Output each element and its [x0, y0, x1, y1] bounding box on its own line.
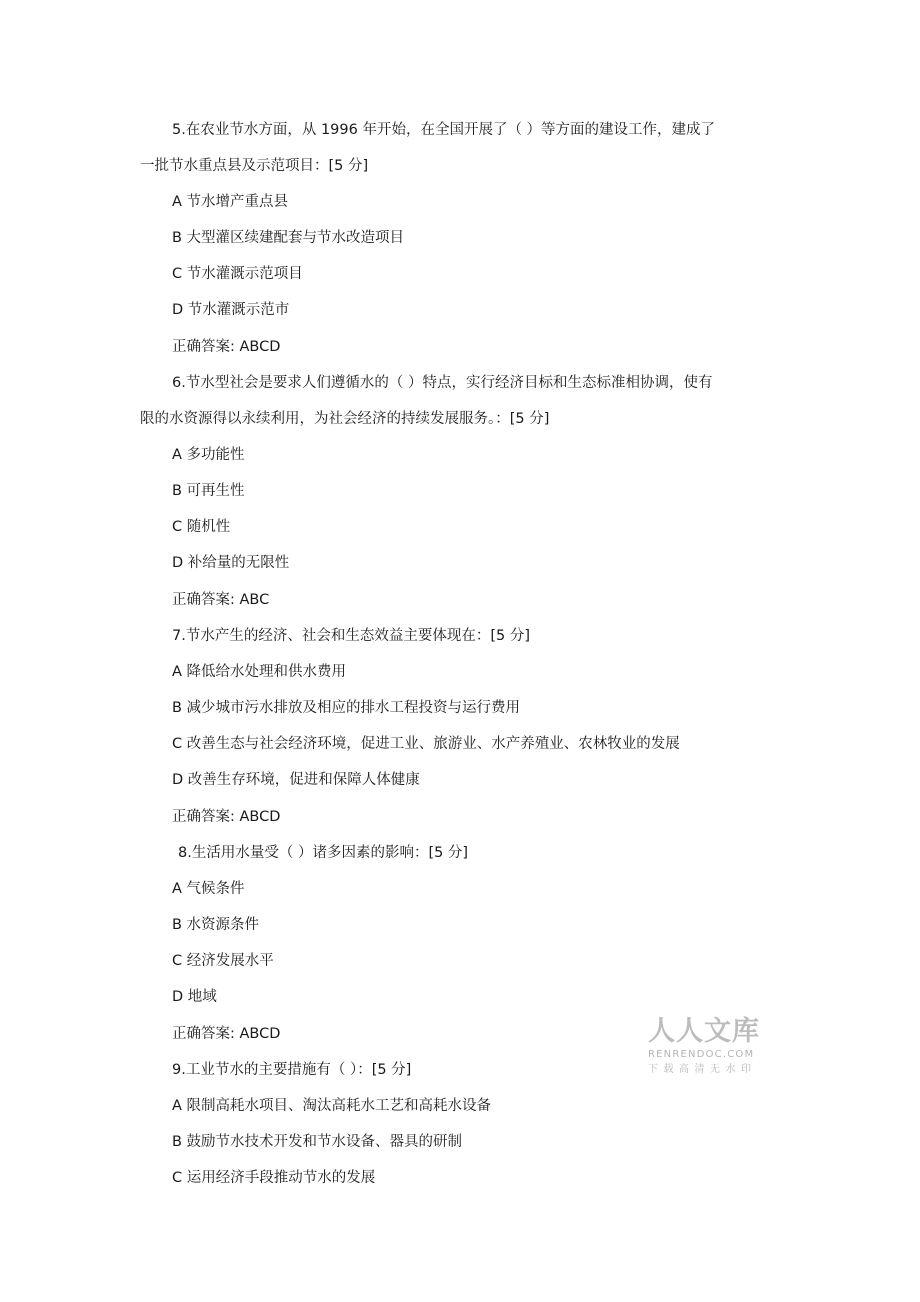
- question-8-stem: 8.生活用水量受（ ）诸多因素的影响：[5 分]: [178, 845, 469, 861]
- question-5-option-a: A 节水增产重点县: [172, 194, 289, 210]
- question-9-option-b: B 鼓励节水技术开发和节水设备、器具的研制: [172, 1134, 463, 1150]
- question-5-option-b: B 大型灌区续建配套与节水改造项目: [172, 230, 405, 246]
- question-5-stem-line-1: 5.在农业节水方面，从 1996 年开始，在全国开展了（ ）等方面的建设工作，建成了: [172, 122, 716, 138]
- watermark-url: RENRENDOC.COM: [648, 1049, 755, 1060]
- question-6-option-b: B 可再生性: [172, 483, 245, 499]
- question-9-option-c: C 运用经济手段推动节水的发展: [172, 1170, 376, 1186]
- question-6-option-d: D 补给量的无限性: [172, 555, 290, 571]
- question-7-option-d: D 改善生存环境，促进和保障人体健康: [172, 772, 420, 788]
- question-8-option-c: C 经济发展水平: [172, 953, 274, 969]
- watermark-logo: [644, 1015, 776, 1081]
- question-6-stem-line-2: 限的水资源得以永续利用，为社会经济的持续发展服务。：[5 分]: [140, 411, 550, 427]
- watermark-title: 人人文库: [648, 1016, 760, 1047]
- watermark-subtitle: 下载高清无水印: [648, 1064, 757, 1075]
- question-7-option-b: B 减少城市污水排放及相应的排水工程投资与运行费用: [172, 700, 521, 716]
- question-8-option-d: D 地域: [172, 989, 217, 1005]
- question-7-stem: 7.节水产生的经济、社会和生态效益主要体现在：[5 分]: [172, 628, 530, 644]
- question-9-option-a: A 限制高耗水项目、淘汰高耗水工艺和高耗水设备: [172, 1098, 492, 1114]
- question-6-option-a: A 多功能性: [172, 447, 245, 463]
- question-8-option-a: A 气候条件: [172, 881, 245, 897]
- question-5-answer: 正确答案: ABCD: [172, 339, 281, 355]
- question-7-answer: 正确答案: ABCD: [172, 809, 281, 825]
- question-5-stem-line-2: 一批节水重点县及示范项目：[5 分]: [140, 158, 369, 174]
- question-8-option-b: B 水资源条件: [172, 917, 260, 933]
- question-9-stem: 9.工业节水的主要措施有（ ）：[5 分]: [172, 1062, 412, 1078]
- question-5-option-d: D 节水灌溉示范市: [172, 302, 290, 318]
- question-7-option-c: C 改善生态与社会经济环境，促进工业、旅游业、水产养殖业、农林牧业的发展: [172, 736, 680, 752]
- question-6-stem-line-1: 6.节水型社会是要求人们遵循水的（ ）特点，实行经济目标和生态标准相协调，使有: [172, 375, 713, 391]
- question-5-option-c: C 节水灌溉示范项目: [172, 266, 303, 282]
- question-8-answer: 正确答案: ABCD: [172, 1026, 281, 1042]
- question-6-option-c: C 随机性: [172, 519, 231, 535]
- question-6-answer: 正确答案: ABC: [172, 592, 270, 608]
- question-7-option-a: A 降低给水处理和供水费用: [172, 664, 347, 680]
